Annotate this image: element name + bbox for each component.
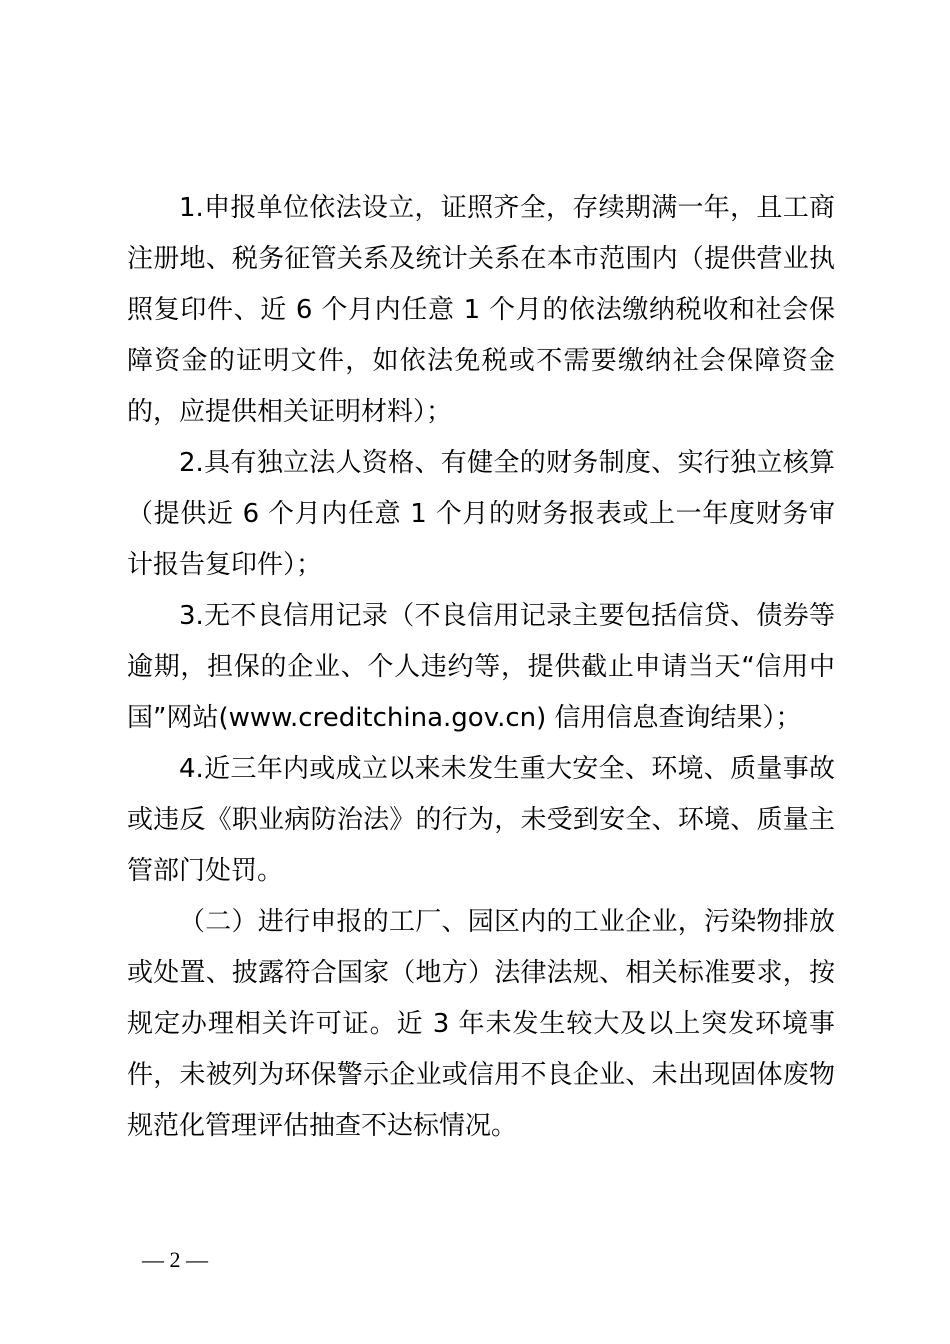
paragraph-section-2: （二）进行申报的工厂、园区内的工业企业，污染物排放或处置、披露符合国家（地方）法律法规、相关标准要求，按规定办理相关许可证。近 3 年未发生较大及以上突发环境事件，未被列为环保警示企业或信用不良企业、未出现固体废物规范化管理评估抽查不达标情况。 <box>127 907 835 1141</box>
paragraph-requirement-2: 2.具有独立法人资格、有健全的财务制度、实行独立核算（提供近 6 个月内任意 1 个月的财务报表或上一年度财务审计报告复印件）； <box>127 448 835 580</box>
page-number: — 2 — <box>142 1247 208 1272</box>
document-body <box>127 183 835 1152</box>
paragraph-requirement-3: 3.无不良信用记录（不良信用记录主要包括信贷、债券等逾期，担保的企业、个人违约等，提供截止申请当天“信用中国”网站(www.creditchina.gov.cn) 信用信息查询结果）； <box>127 601 835 733</box>
paragraph-requirement-4: 4.近三年内或成立以来未发生重大安全、环境、质量事故或违反《职业病防治法》的行为，未受到安全、环境、质量主管部门处罚。 <box>127 754 835 886</box>
paragraph-requirement-1: 1.申报单位依法设立，证照齐全，存续期满一年，且工商注册地、税务征管关系及统计关系在本市范围内（提供营业执照复印件、近 6 个月内任意 1 个月的依法缴纳税收和社会保障资金的证明文件，如依法免税或不需要缴纳社会保障资金的，应提供相关证明材料）； <box>127 193 835 427</box>
